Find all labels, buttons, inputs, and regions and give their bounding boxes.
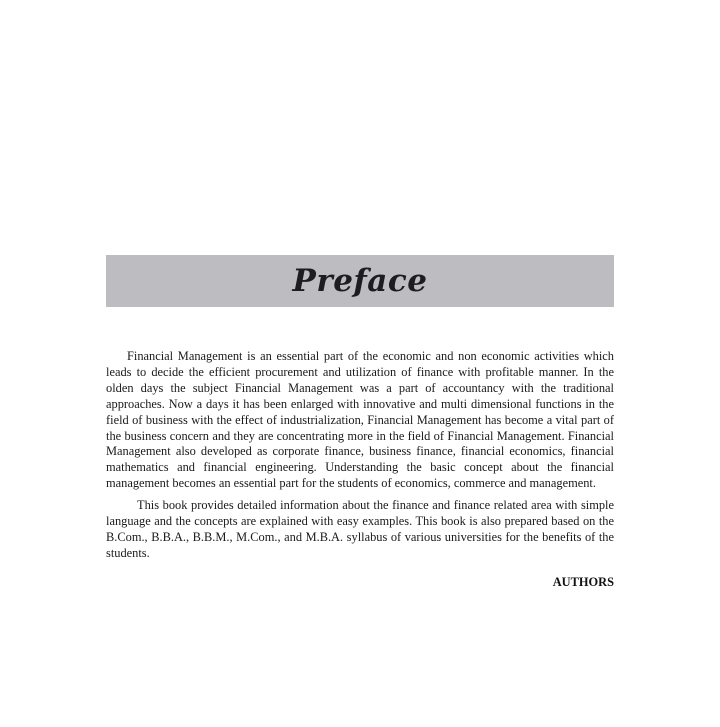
title-band: [106, 255, 614, 307]
preface-body: [106, 349, 614, 590]
paragraph-1: Financial Management is an essential part of the economic and non economic activities which leads to decide the efficient procurement and utilization of finance with profitable manner. In the olden days the subject Financial Management was a part of accountancy with the traditional approaches. Now a days it has been enlarged with innovative and multi dimensional functions in the field of business with the effect of industrialization, Financial Management has become a vital part of the business concern and they are concentrating more in the field of Financial Management. Financial Management also developed as corporate finance, business finance, financial economics, financial mathematics and financial engineering. Understanding the basic concept about the financial management becomes an essential part for the students of economics, commerce and management.: [106, 349, 614, 491]
page-title: Preface: [292, 263, 428, 299]
paragraph-2: This book provides detailed information about the finance and finance related area with simple language and the concepts are explained with easy examples. This book is also prepared based on the B.Com., B.B.A., B.B.M., M.Com., and M.B.A. syllabus of various universities for the benefits of the students.: [106, 498, 614, 560]
authors-signature: AUTHORS: [552, 574, 614, 589]
